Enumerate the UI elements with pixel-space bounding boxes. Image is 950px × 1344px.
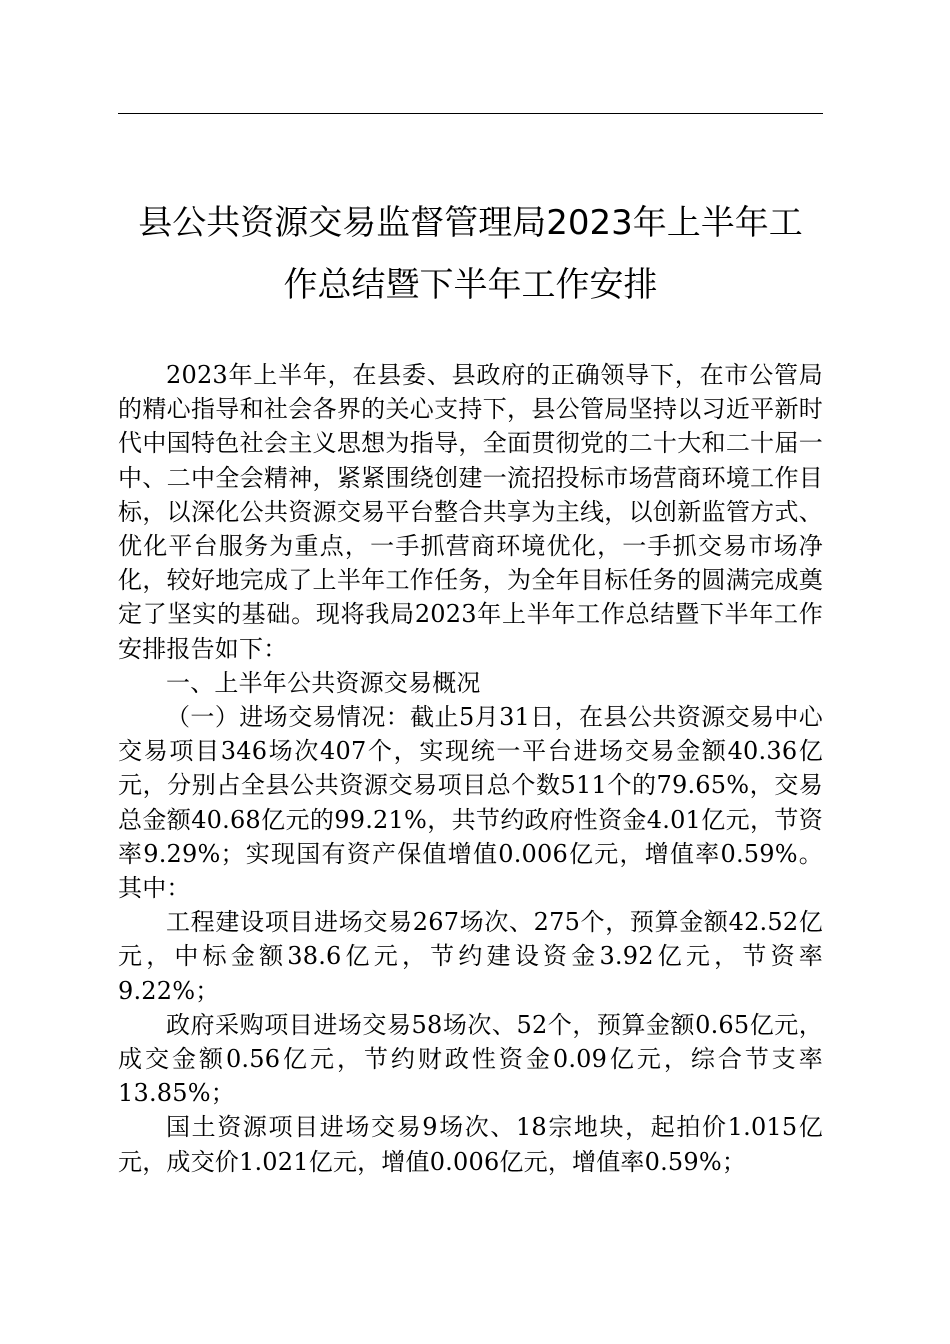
paragraph-procurement: 政府采购项目进场交易58场次、52个，预算金额0.65亿元，成交金额0.56亿元，节约财政性资金0.09亿元，综合节支率13.85%；: [118, 1010, 823, 1108]
paragraph-land-resources: 国土资源项目进场交易9场次、18宗地块，起拍价1.015亿元，成交价1.021亿元，增值0.006亿元，增值率0.59%；: [118, 1113, 823, 1176]
title-line-2: 作总结暨下半年工作安排: [283, 265, 658, 305]
document-title: [118, 192, 823, 316]
title-line-1: 县公共资源交易监督管理局2023年上半年工: [138, 203, 803, 243]
header-rule: [118, 113, 823, 114]
document-body: [118, 358, 823, 1179]
paragraph-engineering: 工程建设项目进场交易267场次、275个，预算金额42.52亿元，中标金额38.6亿元，节约建设资金3.92亿元，节资率9.22%；: [118, 908, 823, 1005]
section-heading: 一、上半年公共资源交易概况: [166, 668, 481, 697]
paragraph-trading-overview: （一）进场交易情况：截止5月31日，在县公共资源交易中心交易项目346场次407个，实现统一平台进场交易金额40.36亿元，分别占全县公共资源交易项目总个数511个的79.65%，交易总金额40.68亿元的99.21%，共节约政府性资金4.01亿元，节资率9.29%；实现国有资产保值增值0.006亿元，增值率0.59%。其中：: [118, 703, 823, 903]
paragraph-intro: 2023年上半年，在县委、县政府的正确领导下，在市公管局的精心指导和社会各界的关心支持下，县公管局坚持以习近平新时代中国特色社会主义思想为指导，全面贯彻党的二十大和二十届一中、二中全会精神，紧紧围绕创建一流招投标市场营商环境工作目标，以深化公共资源交易平台整合共享为主线，以创新监管方式、优化平台服务为重点，一手抓营商环境优化，一手抓交易市场净化，较好地完成了上半年工作任务，为全年目标任务的圆满完成奠定了坚实的基础。现将我局2023年上半年工作总结暨下半年工作安排报告如下：: [118, 361, 823, 663]
